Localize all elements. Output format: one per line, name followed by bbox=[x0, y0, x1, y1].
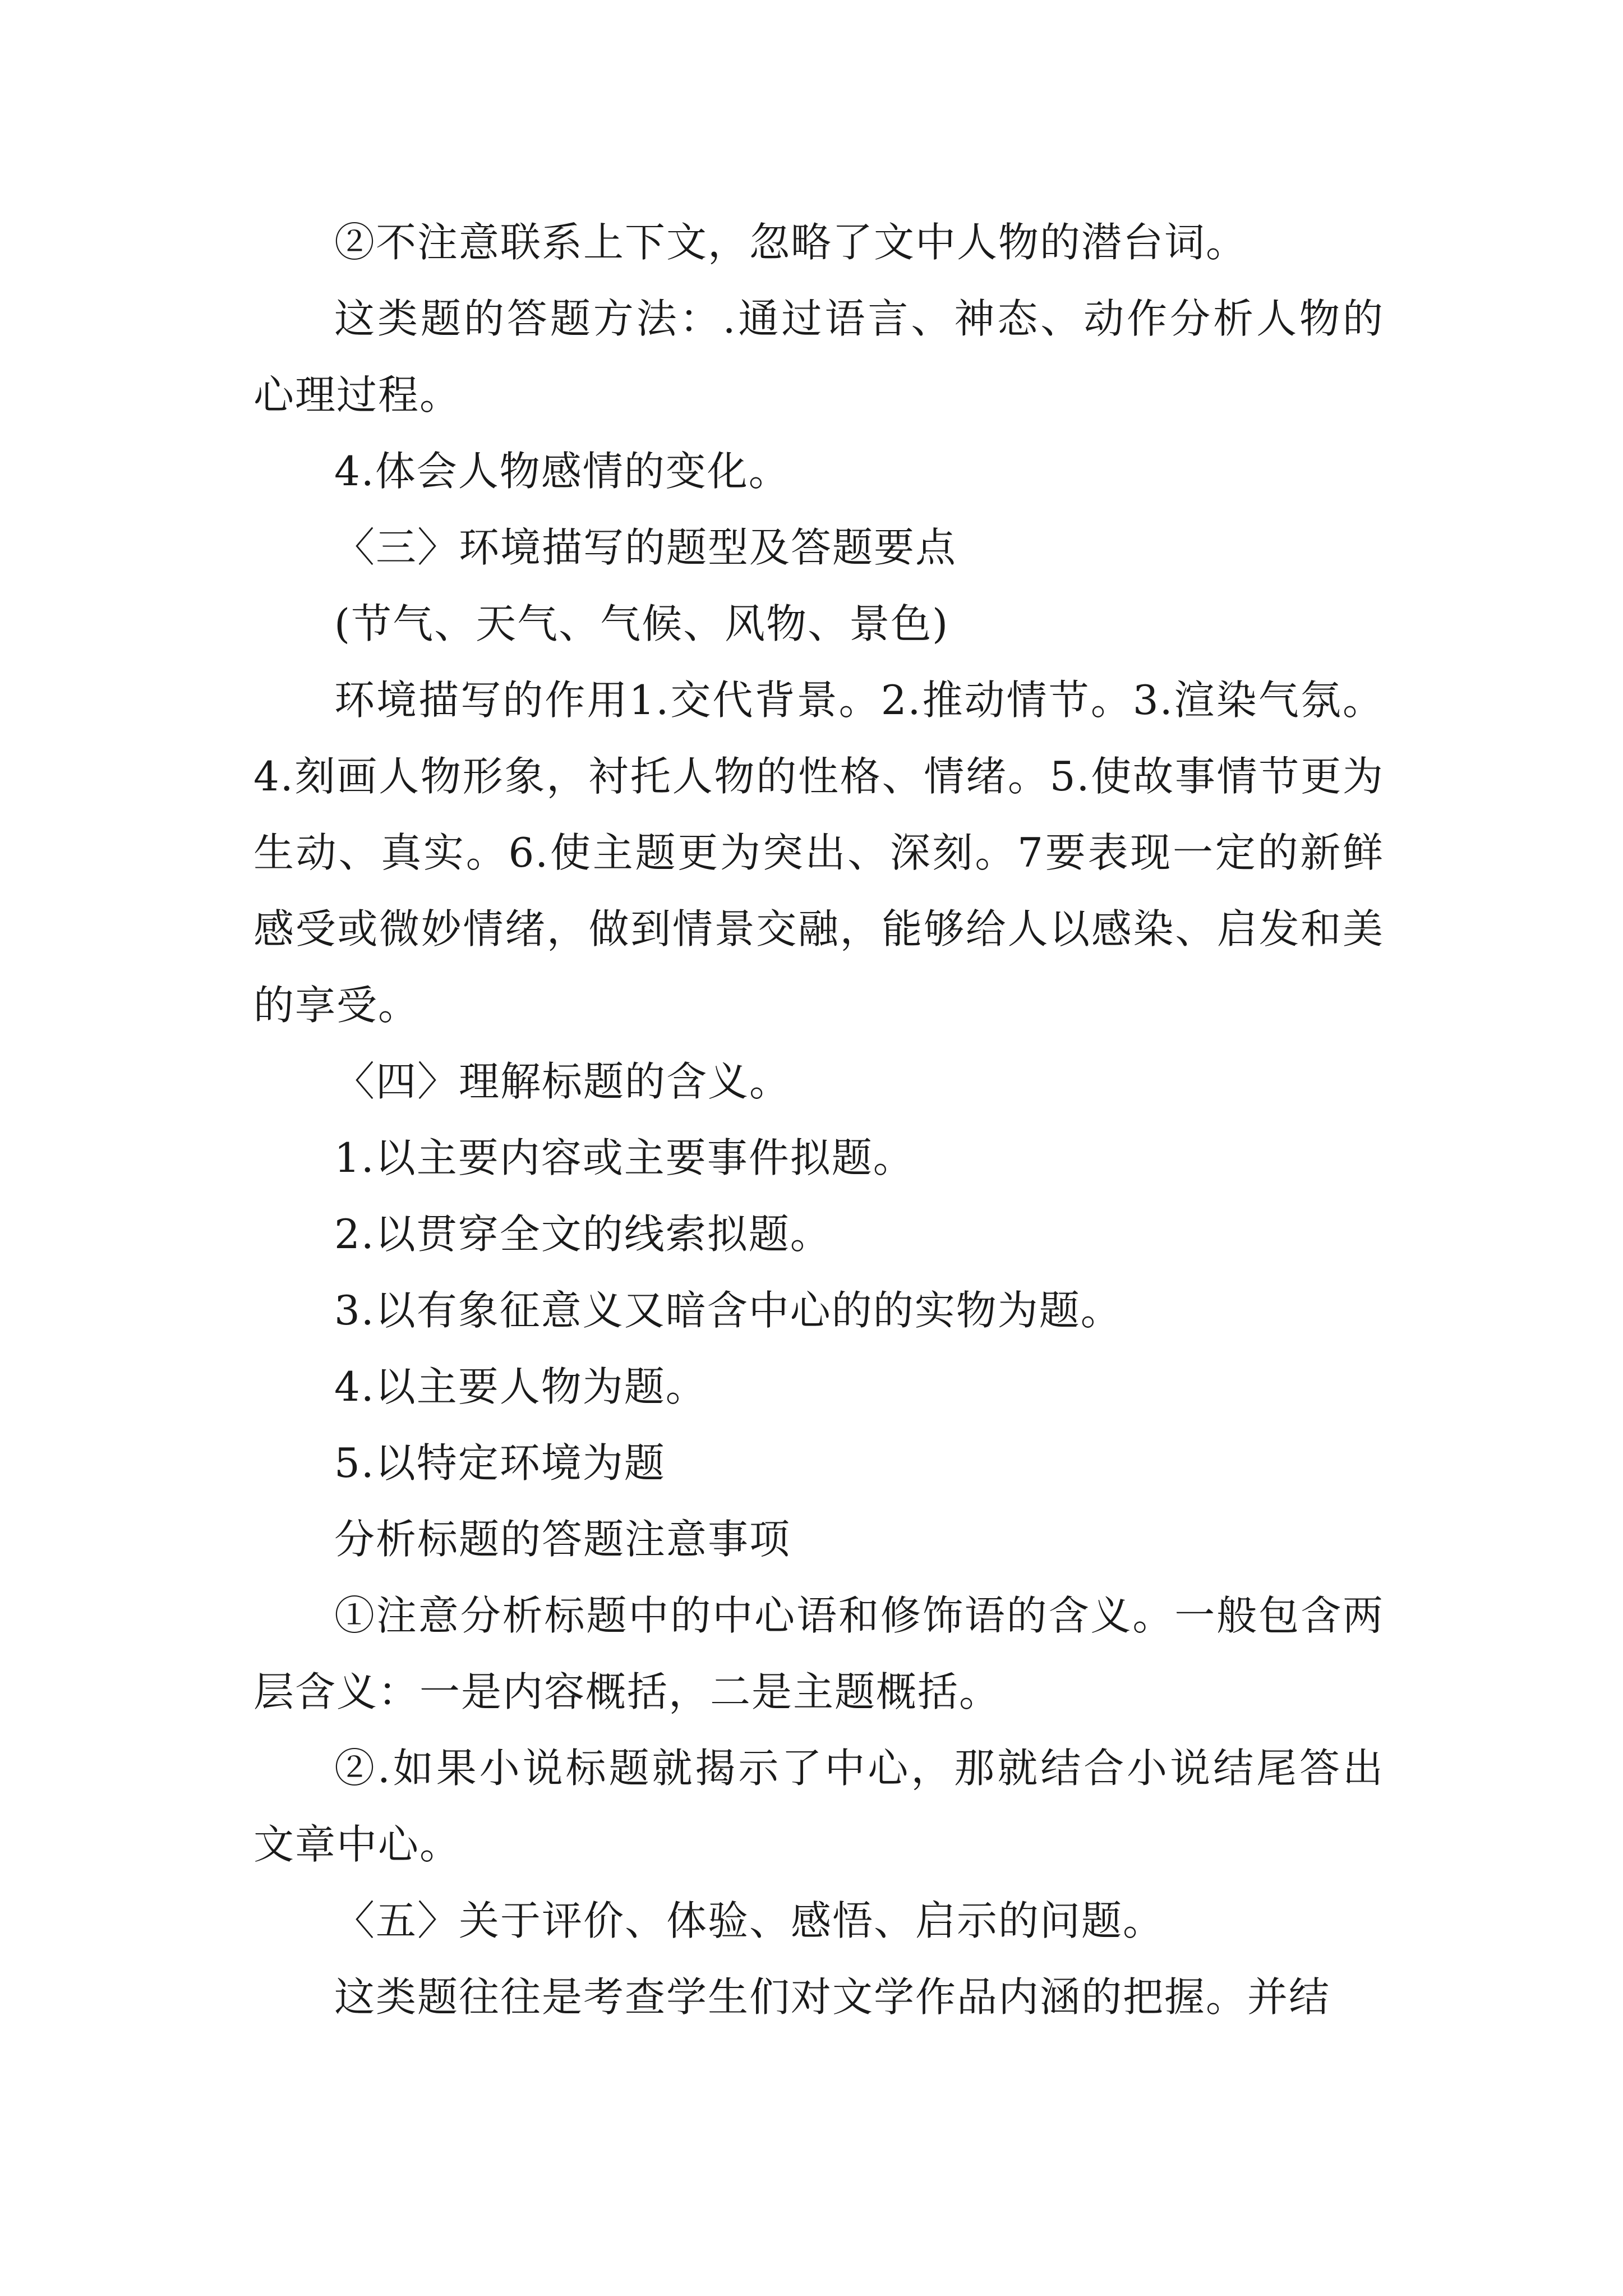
subheading-title-notes: 分析标题的答题注意事项 bbox=[334, 1516, 791, 1563]
list-item-title-5: 5.以特定环境为题 bbox=[334, 1439, 666, 1487]
section-heading-title-meaning: 〈四〉理解标题的含义。 bbox=[334, 1058, 791, 1105]
paragraph-note-subtext: ②不注意联系上下文，忽略了文中人物的潜台词。 bbox=[334, 219, 1248, 266]
section-heading-environment: 〈三〉环境描写的题型及答题要点 bbox=[334, 524, 957, 571]
paragraph-environment-types: (节气、天气、气候、风物、景色) bbox=[334, 600, 949, 647]
paragraph-emotion-change: 4.体会人物感情的变化。 bbox=[334, 448, 790, 495]
list-item-title-1: 1.以主要内容或主要事件拟题。 bbox=[334, 1134, 915, 1181]
section-heading-evaluation: 〈五〉关于评价、体验、感悟、启示的问题。 bbox=[334, 1897, 1165, 1944]
document-body bbox=[253, 204, 1384, 2035]
list-item-title-2: 2.以贯穿全文的线索拟题。 bbox=[334, 1211, 832, 1258]
paragraph-title-note-2: ②.如果小说标题就揭示了中心，那就结合小说结尾答出文章中心。 bbox=[253, 1745, 1384, 1868]
paragraph-answer-method: 这类题的答题方法：.通过语言、神态、动作分析人物的心理过程。 bbox=[253, 295, 1384, 418]
paragraph-environment-functions: 环境描写的作用1.交代背景。2.推动情节。3.渲染气氛。4.刻画人物形象，衬托人物的性格、情绪。5.使故事情节更为生动、真实。6.使主题更为突出、深刻。7要表现一定的新鲜感受或微妙情绪，做到情景交融，能够给人以感染、启发和美的享受。 bbox=[253, 677, 1384, 1029]
paragraph-title-note-1: ①注意分析标题中的中心语和修饰语的含义。一般包含两层含义：一是内容概括，二是主题概括。 bbox=[253, 1592, 1384, 1715]
list-item-title-4: 4.以主要人物为题。 bbox=[334, 1363, 707, 1410]
paragraph-evaluation-intro: 这类题往往是考查学生们对文学作品内涵的把握。并结 bbox=[334, 1973, 1331, 2021]
list-item-title-3: 3.以有象征意义又暗含中心的的实物为题。 bbox=[334, 1287, 1122, 1334]
